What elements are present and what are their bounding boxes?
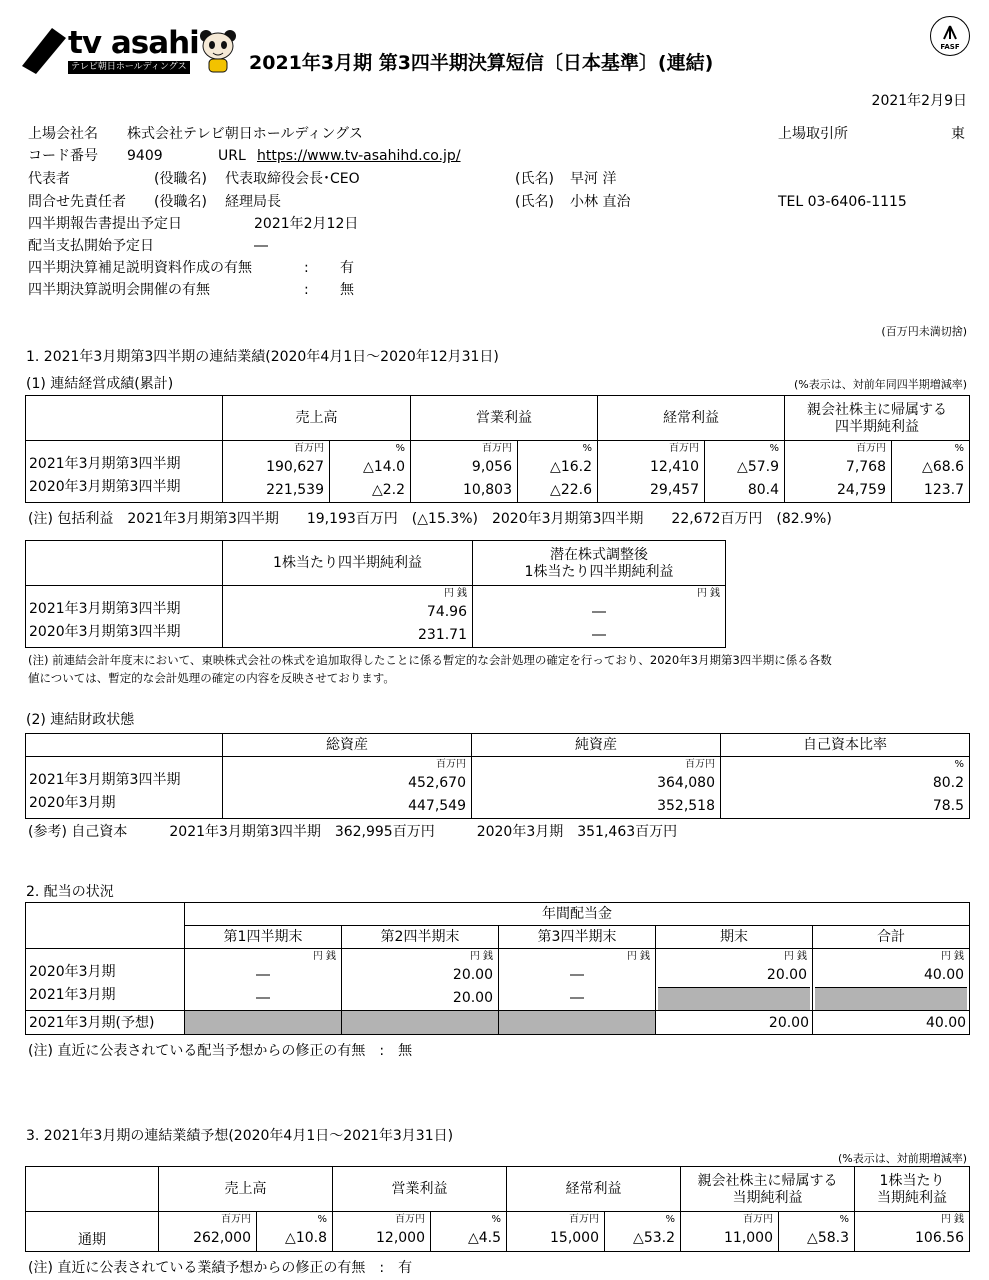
value: 262,000: [193, 1230, 251, 1246]
value-cell: [159, 1212, 257, 1252]
value-cell: [411, 441, 518, 503]
contact-label: 問合せ先責任者: [28, 194, 126, 210]
value: 74.96: [426, 603, 467, 620]
briefing-colon: :: [304, 282, 309, 298]
fasf-badge: [930, 16, 970, 56]
value-cell: [721, 757, 970, 819]
mascot-icon: [200, 28, 236, 74]
value: △58.3: [807, 1230, 849, 1246]
unit-label: %: [491, 1214, 501, 1225]
header-annual-dividend: 年間配当金: [185, 903, 970, 926]
header-diluted-eps-line1: 潜在株式調整後: [550, 546, 648, 563]
unit-label: 円 銭: [626, 950, 650, 962]
row-labels-cell: [26, 949, 185, 1011]
row-label: 2021年3月期(予想): [26, 1011, 185, 1035]
rep-name: 早河 洋: [570, 171, 617, 187]
logo-subtext: テレビ朝日ホールディングス: [68, 61, 190, 74]
value: 20.00: [656, 1011, 813, 1035]
value-cell: [499, 949, 656, 1011]
header-net-income-line1: 親会社株主に帰属する: [697, 1172, 838, 1189]
briefing-label: 四半期決算説明会開催の有無: [28, 282, 210, 298]
value: 20.00: [766, 967, 807, 983]
header-q3: 第3四半期末: [499, 926, 656, 949]
value: 80.2: [932, 774, 964, 791]
logo-text: tv asahi: [68, 25, 199, 61]
header-total: 合計: [813, 926, 970, 949]
dividend-table: [25, 902, 970, 1035]
unit-label: 百万円: [294, 442, 324, 454]
forecast-table: [25, 1166, 970, 1252]
value: ―: [592, 603, 606, 620]
value-cell: [656, 949, 813, 1011]
value: 20.00: [452, 989, 493, 1006]
section2-title: 2. 配当の状況: [26, 884, 114, 900]
dividend-start: ―: [254, 238, 268, 254]
contact-tel: TEL 03-6406-1115: [778, 194, 907, 210]
corner-cell: [26, 734, 223, 757]
row-labels-cell: [26, 757, 223, 819]
document-title: 2021年3月期 第3四半期決算短信〔日本基準〕(連結): [249, 52, 714, 74]
row-label: 2020年3月期: [29, 964, 116, 980]
representative-label: 代表者: [28, 171, 70, 187]
header-net-income: [681, 1167, 855, 1212]
rep-name-label: (氏名): [515, 171, 554, 187]
unit-label: %: [665, 1214, 675, 1225]
value-cell: [813, 949, 970, 1011]
corner-cell: [26, 1167, 159, 1212]
section3-pct-note: (%表示は、対前期増減率): [837, 1152, 967, 1165]
value: ―: [570, 966, 584, 983]
value: 452,670: [408, 774, 466, 791]
report-date: 2021年2月12日: [254, 216, 359, 232]
financial-position-subtitle: (2) 連結財政状態: [26, 712, 135, 728]
value-cell: [223, 757, 472, 819]
shaded-cell: [499, 1011, 656, 1035]
value-cell: [507, 1212, 605, 1252]
value: △22.6: [550, 481, 592, 498]
row-label: 2021年3月期第3四半期: [29, 772, 181, 788]
header-diluted-eps: [473, 541, 726, 586]
value: 29,457: [650, 481, 699, 498]
header-net-income-line2: 当期純利益: [732, 1189, 803, 1206]
header-sales: 売上高: [223, 396, 411, 441]
header-total-assets: 総資産: [223, 734, 472, 757]
value-cell: [257, 1212, 333, 1252]
unit-label: 円 銭: [783, 951, 807, 962]
value: 10,803: [463, 481, 512, 498]
header-net-income-line1: 親会社株主に帰属する: [807, 401, 947, 418]
header-net-assets: 純資産: [472, 734, 721, 757]
value: 364,080: [657, 774, 715, 791]
header-operating-income: 営業利益: [333, 1167, 507, 1212]
value-cell: [785, 441, 892, 503]
supplement-colon: :: [304, 260, 309, 276]
equity-reference-note: (参考) 自己資本 2021年3月期第3四半期 362,995百万円 2020年3月期 351,463百万円: [28, 824, 678, 840]
supplement-value: 有: [340, 260, 354, 276]
value-cell: [472, 757, 721, 819]
value: 9,056: [471, 458, 512, 475]
value-cell: [855, 1212, 970, 1252]
value: △53.2: [633, 1230, 675, 1246]
header-eps: 1株当たり四半期純利益: [223, 541, 473, 586]
header-ordinary-income: 経常利益: [598, 396, 785, 441]
unit-label: 百万円: [221, 1214, 251, 1225]
shaded-cell: [185, 1011, 342, 1035]
unit-label: 百万円: [482, 442, 512, 454]
code-value: 9409: [127, 148, 163, 164]
header-net-income-line2: 四半期純利益: [835, 418, 919, 435]
shaded-cell: [342, 1011, 499, 1035]
operating-results-table: [25, 395, 970, 503]
unit-label: %: [954, 442, 964, 454]
value-cell: [223, 586, 473, 648]
rounding-note: (百万円未満切捨): [881, 325, 967, 338]
row-label: 2021年3月期第3四半期: [29, 601, 181, 617]
row-label: 2020年3月期: [29, 795, 116, 811]
financial-position-table: [25, 733, 970, 819]
header-equity-ratio: 自己資本比率: [721, 734, 970, 757]
dividend-start-label: 配当支払開始予定日: [28, 238, 154, 254]
unit-label: 百万円: [569, 1214, 599, 1225]
value-cell: [431, 1212, 507, 1252]
value: △4.5: [467, 1230, 501, 1246]
unit-label: 円 銭: [940, 951, 965, 962]
header-eps-line2: 当期純利益: [877, 1189, 947, 1206]
contact-name: 小林 直治: [570, 194, 631, 210]
value: ―: [570, 989, 584, 1006]
row-label: 2020年3月期第3四半期: [29, 479, 181, 495]
value: ―: [256, 966, 270, 983]
unit-label: 百万円: [856, 442, 886, 454]
unit-label: 円 銭: [312, 950, 336, 962]
value: 40.00: [813, 1011, 970, 1035]
value-cell: [333, 1212, 431, 1252]
report-date-label: 四半期報告書提出予定日: [28, 216, 182, 232]
unit-label: 円 銭: [696, 587, 720, 599]
rep-title-label: (役職名): [154, 171, 207, 187]
value: 7,768: [845, 458, 886, 475]
unit-label: 円 銭: [940, 1214, 964, 1225]
value: △14.0: [363, 458, 405, 475]
section1-subtitle: (1) 連結経営成績(累計): [26, 376, 174, 392]
unit-label: 百万円: [395, 1214, 425, 1225]
value: 352,518: [657, 797, 715, 814]
corner-cell: [26, 541, 223, 586]
value: ―: [256, 989, 270, 1006]
corner-cell: [26, 903, 185, 926]
forecast-revision-note: (注) 直近に公表されている業績予想からの修正の有無 : 有: [28, 1260, 413, 1276]
header-eps-line1: 1株当たり: [879, 1172, 945, 1189]
shaded-cell: [815, 987, 967, 1010]
value: 123.7: [923, 481, 964, 498]
value: 12,410: [650, 458, 699, 475]
unit-label: 円 銭: [443, 587, 467, 599]
unit-label: 百万円: [436, 758, 466, 770]
value-cell: [779, 1212, 855, 1252]
value-cell: [705, 441, 785, 503]
value: 12,000: [376, 1230, 425, 1246]
code-label: コード番号: [28, 148, 98, 164]
section1-title: 1. 2021年3月期第3四半期の連結業績(2020年4月1日～2020年12月31日): [26, 349, 499, 365]
header-diluted-eps-line2: 1株当たり四半期純利益: [524, 563, 674, 580]
value-cell: [473, 586, 726, 648]
value: ―: [592, 626, 606, 643]
value: 106.56: [915, 1230, 964, 1246]
row-labels-cell: [26, 441, 223, 503]
contact-title: 経理局長: [225, 194, 281, 210]
issue-date: 2021年2月9日: [871, 93, 967, 109]
url-label: URL: [218, 148, 246, 164]
value-cell: [681, 1212, 779, 1252]
header-q1: 第1四半期末: [185, 926, 342, 949]
shaded-cell: [658, 987, 810, 1010]
eps-table: [25, 540, 726, 648]
value: 24,759: [837, 481, 886, 498]
unit-label: %: [954, 758, 964, 770]
value: 190,627: [266, 458, 324, 475]
fasf-emblem-icon: [940, 25, 960, 41]
row-label: 2021年3月期第3四半期: [29, 456, 181, 472]
unit-label: %: [395, 442, 405, 454]
value-cell: [605, 1212, 681, 1252]
value: 20.00: [452, 966, 493, 983]
value-cell: [223, 441, 330, 503]
value: △2.2: [371, 481, 405, 498]
logo: [22, 26, 202, 78]
eps-note-line2: 値については、暫定的な会計処理の確定の内容を反映させております。: [28, 671, 395, 685]
header-q2: 第2四半期末: [342, 926, 499, 949]
unit-label: 百万円: [669, 442, 699, 454]
value: 447,549: [408, 797, 466, 814]
value: 231.71: [418, 626, 467, 643]
corner-cell: [26, 396, 223, 441]
value: △16.2: [550, 458, 592, 475]
value: 78.5: [932, 797, 964, 814]
briefing-value: 無: [340, 282, 354, 298]
header-net-income: [785, 396, 970, 441]
header-year-end: 期末: [656, 926, 813, 949]
value: 80.4: [747, 481, 779, 498]
row-label: 通期: [26, 1212, 159, 1252]
unit-label: %: [839, 1214, 849, 1225]
header-eps: [855, 1167, 970, 1212]
exchange-value: 東: [951, 126, 965, 142]
value-cell: [598, 441, 705, 503]
value-cell: [518, 441, 598, 503]
section3-title: 3. 2021年3月期の連結業績予想(2020年4月1日～2021年3月31日): [26, 1128, 454, 1144]
eps-note-line1: (注) 前連結会計年度末において、東映株式会社の株式を追加取得したことに係る暫定的な会計処理の確定を行っており、2020年3月期第3四半期に係る各数: [28, 653, 832, 667]
header-sales: 売上高: [159, 1167, 333, 1212]
corner-cell: [26, 926, 185, 949]
url-link[interactable]: https://www.tv-asahihd.co.jp/: [257, 148, 461, 164]
comprehensive-income-note: (注) 包括利益 2021年3月期第3四半期 19,193百万円 (△15.3%) 2020年3月期第3四半期 22,672百万円 (82.9%): [28, 511, 832, 527]
row-labels-cell: [26, 586, 223, 648]
row-label: 2020年3月期第3四半期: [29, 624, 181, 640]
value: 11,000: [724, 1230, 773, 1246]
value: 40.00: [923, 967, 965, 983]
listed-name-label: 上場会社名: [28, 126, 98, 142]
value: 221,539: [266, 481, 324, 498]
rep-title: 代表取締役会長･CEO: [225, 171, 360, 187]
unit-label: %: [769, 442, 779, 454]
contact-title-label: (役職名): [154, 194, 207, 210]
value-cell: [330, 441, 411, 503]
header-ordinary-income: 経常利益: [507, 1167, 681, 1212]
section1-pct-note: (%表示は、対前年同四半期増減率): [793, 378, 967, 391]
value-cell: [892, 441, 970, 503]
fasf-label: FASF: [940, 43, 960, 51]
header-operating-income: 営業利益: [411, 396, 598, 441]
value: △10.8: [285, 1230, 327, 1246]
contact-name-label: (氏名): [515, 194, 554, 210]
unit-label: %: [317, 1214, 327, 1225]
row-label: 2021年3月期: [29, 987, 116, 1003]
value-cell: [342, 949, 499, 1011]
dividend-revision-note: (注) 直近に公表されている配当予想からの修正の有無 : 無: [28, 1043, 413, 1059]
value-cell: [185, 949, 342, 1011]
unit-label: 円 銭: [469, 950, 493, 962]
unit-label: 百万円: [685, 758, 715, 770]
supplement-label: 四半期決算補足説明資料作成の有無: [28, 260, 252, 276]
unit-label: %: [582, 442, 592, 454]
value: △68.6: [922, 458, 964, 475]
exchange-label: 上場取引所: [778, 126, 848, 142]
value: △57.9: [737, 458, 779, 475]
unit-label: 百万円: [743, 1214, 773, 1225]
listed-name: 株式会社テレビ朝日ホールディングス: [127, 126, 363, 142]
value: 15,000: [550, 1230, 599, 1246]
